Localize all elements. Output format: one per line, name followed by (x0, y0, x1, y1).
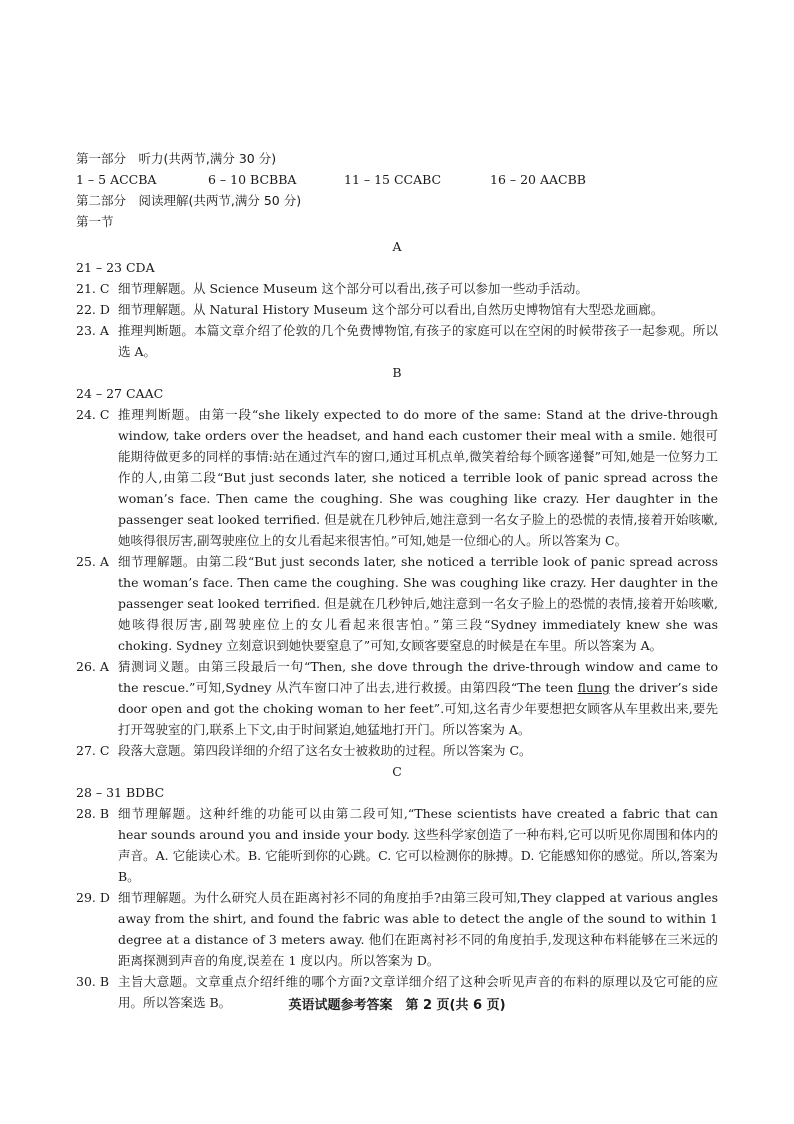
question-22 (76, 299, 718, 320)
question-24 (76, 404, 718, 551)
question-number: 23. A (76, 323, 109, 338)
listening-answers-11-15: 11 – 15 CCABC (344, 172, 442, 187)
section-c-letter: C (392, 764, 402, 779)
question-23 (76, 320, 718, 362)
page-footer: 英语试题参考答案 第 2 页(共 6 页) (288, 998, 506, 1013)
question-explanation: 段落大意题。第四段详细的介绍了这名女士被救助的过程。所以答案为 C。 (118, 743, 532, 758)
question-number: 22. D (76, 302, 110, 317)
section-a-range: 21 – 23 CDA (76, 260, 155, 275)
listening-answers-1-5: 1 – 5 ACCBA (76, 172, 157, 187)
explanation-part: the driver’s side door open and got the choking woman to her feet”.可知,这名青少年要想把女顾客从车里救出来,要先打开驾驶室的门,联系上下文,由于时间紧迫,她猛地打开门。所以答案为 A。 (118, 680, 718, 737)
question-explanation: 细节理解题。为什么研究人员在距离衬衫不同的角度拍手?由第三段可知,They clapped at various angles away from the shirt, and found the fabric was able to detect the angle of the sound to within 1 degree at a distance of 3 meters away. 他们在距离衬衫不同的角度拍手,发现这种布料能够在三米远的距离探测到声音的角度,误差在 1 度以内。所以答案为 D。 (118, 890, 718, 968)
question-26 (76, 656, 718, 740)
question-explanation: 细节理解题。由第二段“But just seconds later, she noticed a terrible look of panic spread across the woman’s face. Then came the coughing. She was coughing like crazy. Her daughter in the passenger seat looked terrified. 但是就在几秒钟后,她注意到一名女子脸上的恐慌的表情,接着开始咳嗽,她咳得很厉害,副驾驶座位上的女儿看起来很害怕。”第三段“Sydney immediately knew she was choking. Sydney 立刻意识到她快要窒息了”可知,女顾客要窒息的时候是在车里。所以答案为 A。 (118, 554, 718, 653)
question-explanation: 主旨大意题。文章重点介绍纤维的哪个方面?文章详细介绍了这种会听见声音的布料的原理以及它可能的应用。所以答案选 B。 (118, 974, 718, 1010)
question-25 (76, 551, 718, 656)
question-number: 28. B (76, 806, 110, 821)
question-number: 25. A (76, 554, 109, 569)
question-explanation: 推理判断题。本篇文章介绍了伦敦的几个免费博物馆,有孩子的家庭可以在空闲的时候带孩子一起参观。所以选 A。 (118, 323, 718, 359)
question-21 (76, 278, 718, 299)
section-b-range: 24 – 27 CAAC (76, 386, 164, 401)
part2-title: 第二部分 阅读理解(共两节,满分 50 分) (76, 193, 302, 208)
question-explanation: 细节理解题。从 Natural History Museum 这个部分可以看出,自然历史博物馆有大型恐龙画廊。 (118, 302, 664, 317)
question-explanation: 推理判断题。由第一段“she likely expected to do more of the same: Stand at the drive-through window, take orders over the headset, and hand each customer their meal with a smile. 她很可能期待做更多的同样的事情:站在通过汽车的窗口,通过耳机点单,微笑着给每个顾客递餐”可知,她是一位努力工作的人,由第二段“But just seconds later, she noticed a terrible look of panic spread across the woman’s face. Then came the coughing. She was coughing like crazy. Her daughter in the passenger seat looked terrified. 但是就在几秒钟后,她注意到一名女子脸上的恐慌的表情,接着开始咳嗽,她咳得很厉害,副驾驶座位上的女儿看起来很害怕。”可知,她是一位细心的人。所以答案为 C。 (118, 407, 718, 548)
question-28 (76, 803, 718, 887)
listening-answers-row (76, 169, 718, 190)
question-explanation: 细节理解题。从 Science Museum 这个部分可以看出,孩子可以参加一些动手活动。 (118, 281, 588, 296)
question-27 (76, 740, 718, 761)
part2-section-title: 第一节 (76, 214, 114, 229)
question-number: 21. C (76, 281, 110, 296)
question-number: 26. A (76, 659, 109, 674)
part1-title: 第一部分 听力(共两节,满分 30 分) (76, 151, 277, 166)
question-explanation: 细节理解题。这种纤维的功能可以由第二段可知,“These scientists have created a fabric that can hear sounds around you and inside your body. 这些科学家创造了一种布料,它可以听见你周围和体内的声音。A. 它能读心术。B. 它能听到你的心跳。C. 它可以检测你的脉搏。D. 它能感知你的感觉。所以,答案为 B。 (118, 806, 718, 884)
listening-answers-16-20: 16 – 20 AACBB (490, 172, 586, 187)
section-b-letter: B (392, 365, 402, 380)
answer-key-body (76, 148, 718, 1013)
question-number: 27. C (76, 743, 110, 758)
explanation-part: 猜测词义题。由第三段最后一句“Then, she dove through the drive-through window and came to the rescue.”可知,Sydney 从汽车窗口冲了出去,进行救援。由第四段“The teen (118, 659, 718, 695)
section-c-range: 28 – 31 BDBC (76, 785, 165, 800)
section-a-letter: A (392, 239, 402, 254)
question-29 (76, 887, 718, 971)
listening-answers-6-10: 6 – 10 BCBBA (208, 172, 297, 187)
question-explanation (118, 656, 718, 740)
question-number: 29. D (76, 890, 110, 905)
underlined-word: flung (577, 680, 611, 695)
question-number: 30. B (76, 974, 110, 989)
question-number: 24. C (76, 407, 110, 422)
